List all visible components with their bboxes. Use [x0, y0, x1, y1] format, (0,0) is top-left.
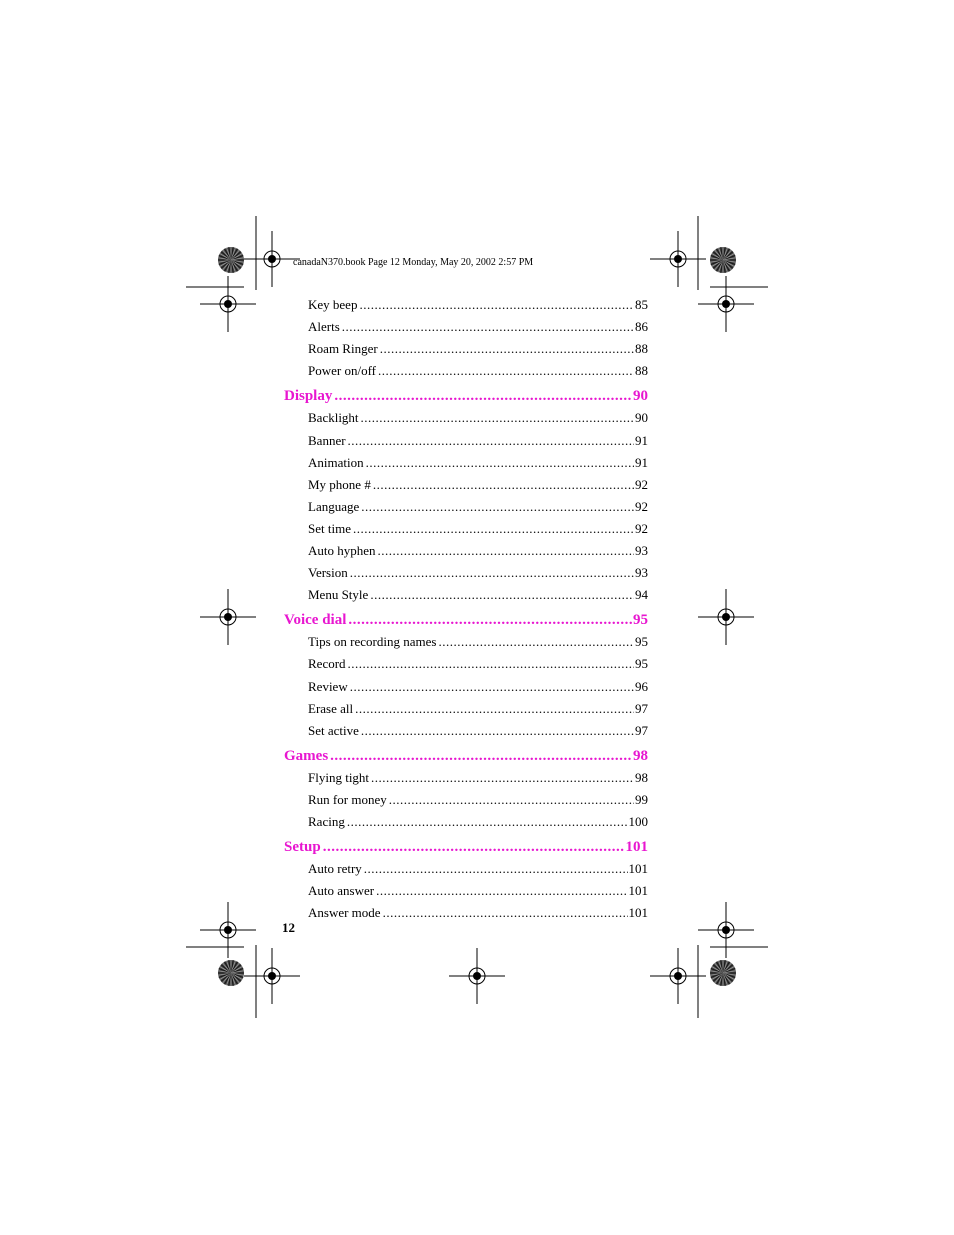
toc-page: 101: [628, 861, 648, 877]
toc-page: 95: [635, 656, 648, 672]
toc-entry: [308, 860, 648, 878]
toc-page: 101: [625, 839, 648, 856]
toc-page: 101: [628, 905, 648, 921]
toc-section: [284, 610, 648, 630]
toc-entry: [308, 700, 648, 718]
toc-entry: [308, 520, 648, 538]
toc-entry: [308, 454, 648, 472]
toc-label: Banner: [308, 432, 346, 448]
toc-page: 99: [635, 791, 648, 807]
page-number: 12: [282, 920, 295, 935]
print-header: canadaN370.book Page 12 Monday, May 20, 2002 2:57 PM: [293, 257, 534, 268]
leader-dots: [330, 746, 632, 766]
leader-dots: [353, 520, 634, 538]
toc-label: Voice dial: [284, 612, 347, 629]
toc-entry: [308, 542, 648, 560]
toc-entry: [308, 564, 648, 582]
toc-page: 86: [635, 319, 648, 335]
leader-dots: [438, 633, 634, 651]
toc-entry: [308, 318, 648, 336]
toc-label: Review: [308, 678, 348, 694]
leader-dots: [323, 837, 625, 857]
toc-page: 95: [635, 634, 648, 650]
toc-entry: [308, 498, 648, 516]
toc-page: 100: [628, 814, 648, 829]
toc-entry: [308, 769, 648, 787]
toc-page: 98: [633, 747, 648, 764]
leader-dots: [355, 700, 634, 718]
toc-page: 91: [635, 432, 648, 448]
leader-dots: [350, 564, 634, 582]
toc-label: My phone #: [308, 476, 371, 492]
toc-entry: [308, 722, 648, 740]
toc-label: Games: [284, 747, 329, 764]
toc-label: Backlight: [308, 410, 359, 426]
toc-section: [284, 746, 648, 766]
leader-dots: [364, 860, 628, 878]
toc-label: Tips on recording names: [308, 634, 437, 650]
toc-entry: [308, 409, 648, 427]
toc-entry: [308, 678, 648, 696]
toc-label: Erase all: [308, 700, 354, 716]
leader-dots: [383, 904, 628, 922]
toc-page: 88: [635, 341, 648, 357]
toc-entry: [308, 791, 648, 809]
leader-dots: [371, 769, 634, 787]
toc-page: 96: [635, 678, 648, 694]
leader-dots: [342, 318, 634, 336]
toc-label: Set time: [308, 520, 351, 536]
toc-label: Power on/off: [308, 363, 377, 379]
toc-label: Key beep: [308, 297, 358, 312]
toc-entry: [308, 882, 648, 900]
leader-dots: [370, 586, 634, 604]
leader-dots: [373, 476, 634, 494]
leader-dots: [389, 791, 634, 809]
toc-label: Language: [308, 498, 360, 514]
toc-page: 92: [635, 498, 648, 514]
toc-label: Flying tight: [308, 769, 370, 785]
leader-dots: [366, 454, 634, 472]
toc-page: 93: [635, 543, 648, 558]
leader-dots: [347, 813, 628, 831]
leader-dots: [380, 340, 634, 358]
leader-dots: [361, 409, 634, 427]
leader-dots: [348, 432, 634, 450]
toc-page: 95: [633, 612, 648, 629]
toc-label: Display: [284, 388, 333, 405]
toc-page: 94: [635, 587, 648, 603]
toc-label: Roam Ringer: [308, 341, 378, 357]
toc-page: 92: [635, 520, 648, 536]
toc-label: Setup: [284, 839, 321, 856]
toc-entry: [308, 362, 648, 380]
toc-page: 90: [633, 388, 648, 405]
toc-entry: [308, 476, 648, 494]
toc-entry: [308, 813, 648, 831]
leader-dots: [359, 296, 634, 314]
toc-label: Answer mode: [308, 905, 381, 921]
leader-dots: [350, 678, 634, 696]
toc-label: Racing: [308, 814, 345, 829]
toc-entry: [308, 432, 648, 450]
toc-label: Record: [308, 656, 346, 672]
leader-dots: [378, 362, 634, 380]
toc-entry: [308, 296, 648, 314]
toc-label: Run for money: [308, 791, 387, 807]
toc-label: Alerts: [308, 319, 340, 335]
toc-label: Auto answer: [308, 883, 375, 899]
toc-page: 85: [635, 297, 648, 312]
toc-page: 97: [635, 722, 648, 738]
toc-label: Set active: [308, 722, 359, 738]
toc-page: 98: [635, 769, 648, 785]
toc-page: 101: [628, 883, 648, 899]
leader-dots: [348, 655, 634, 673]
toc-entry: [308, 904, 648, 922]
toc-label: Animation: [308, 454, 364, 470]
toc-page: 93: [635, 565, 648, 581]
toc-label: Auto retry: [308, 861, 362, 877]
toc-label: Version: [308, 565, 348, 581]
toc-label: Menu Style: [308, 587, 369, 603]
leader-dots: [348, 610, 632, 630]
leader-dots: [361, 498, 634, 516]
toc-page: 90: [635, 410, 648, 426]
toc-section: [284, 386, 648, 406]
toc-page: 88: [635, 363, 648, 379]
toc-entry: [308, 633, 648, 651]
leader-dots: [361, 722, 634, 740]
toc-page: 91: [635, 454, 648, 470]
toc-entry: [308, 340, 648, 358]
leader-dots: [378, 542, 634, 560]
toc-section: [284, 837, 648, 857]
toc-entry: [308, 586, 648, 604]
toc-label: Auto hyphen: [308, 543, 376, 558]
toc-entry: [308, 655, 648, 673]
leader-dots: [334, 386, 632, 406]
toc-page: 92: [635, 476, 648, 492]
leader-dots: [376, 882, 627, 900]
toc-page: 97: [635, 700, 648, 716]
